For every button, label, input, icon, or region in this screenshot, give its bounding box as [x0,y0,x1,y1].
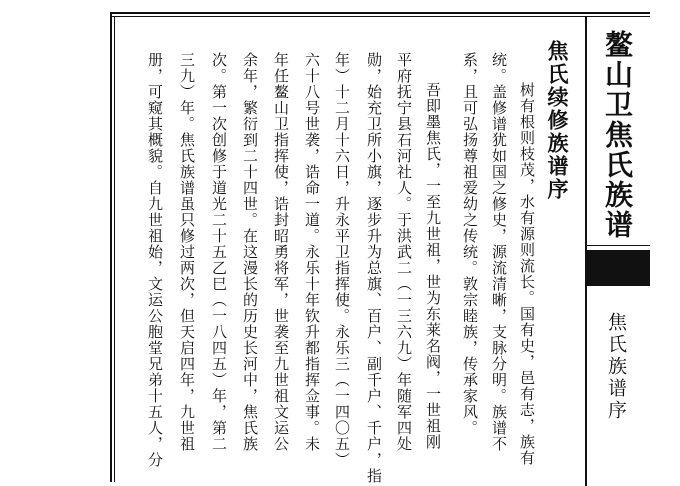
preface-title: 焦氏续修族谱序 [545,40,570,201]
frame-top-border [110,12,650,14]
margin-title-label: 焦氏族谱序 [605,312,627,422]
text-column-12: 三九）年。焦氏族谱虽只修过两次，但天启四年，九世祖 [178,52,196,452]
text-column-7: 年）十二月十六日，升永平卫指挥使。永乐三（一四〇五） [333,52,351,468]
text-column-6: 勋，始充卫所小旗，逐步升为总旗、百户、副千户、千户，指 [365,52,383,484]
text-column-2: 统。盖修谱犹如国之修史，源流清晰，支脉分明。族谱不 [490,52,508,452]
text-column-10: 余年，繁衍到二十四世。在这漫长的历史长河中，焦氏族 [241,52,259,452]
text-column-4: 吾即墨焦氏，一至九世祖，世为东莱名阀，一世祖刚 [424,82,442,450]
text-column-11: 次。第一次创修于道光二十五乙巳（一八四五）年，第二 [210,52,228,452]
text-column-8: 六十八号世袭，诰命一道。永乐十年钦升都指挥佥事。未 [303,52,321,452]
text-column-3: 系，且可弘扬尊祖爱幼之传统。敦宗睦族，传承家风。 [461,52,479,436]
frame-left-inner-border [114,16,115,482]
fishtail-band-line [587,245,650,246]
fishtail-black-band [587,250,650,286]
text-column-9: 年任鳌山卫指挥使，诰封昭勇将军，世袭至九世祖文运公 [272,52,290,452]
frame-top-inner-border [110,16,650,17]
text-column-1: 树有根则枝茂，水有源则流长。国有史，邑有志，族有 [518,82,536,466]
frame-left-border [110,12,112,482]
book-title: 鳌山卫焦氏族谱 [601,30,634,240]
text-column-13: 册，可窥其概貌。自九世祖始，文运公胞堂兄弟十五人，分 [146,52,164,468]
text-column-5: 平府抚宁县石河社人。于洪武二（一三六九）年随军四处 [395,52,413,452]
